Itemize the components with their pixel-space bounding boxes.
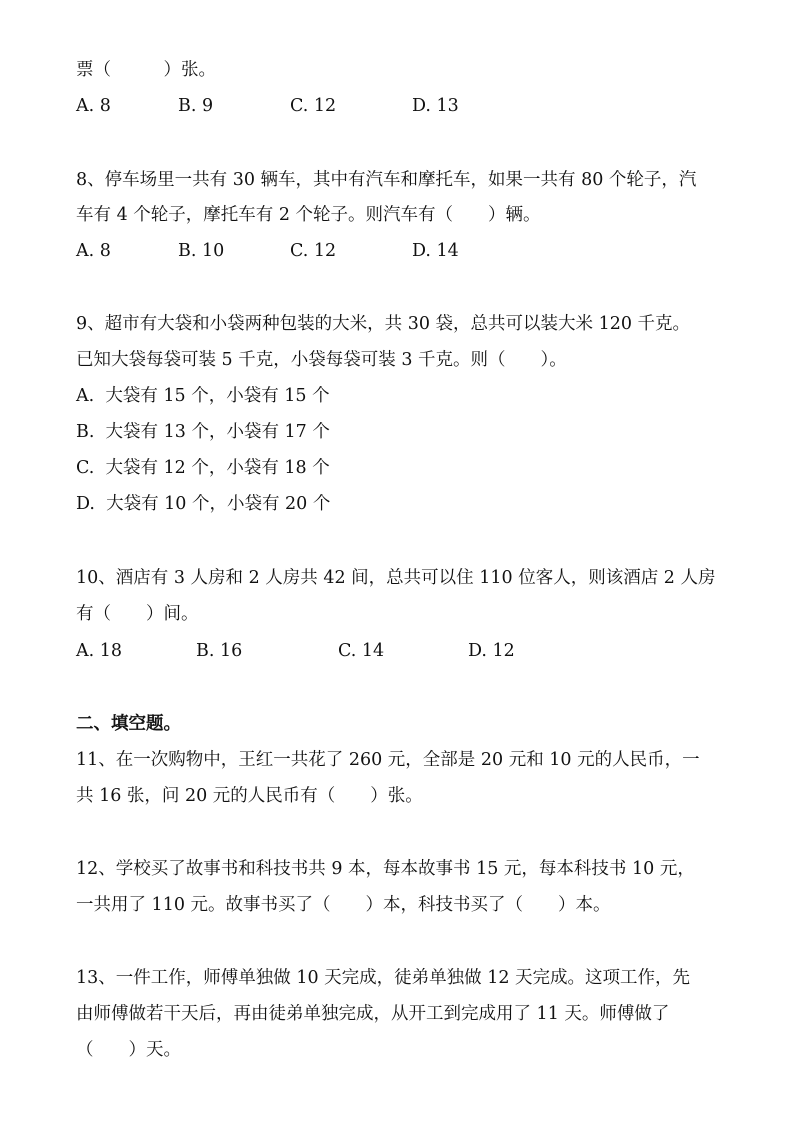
q13-text-line3: （ ）天。 — [76, 1040, 181, 1060]
section-heading-fill-blank: 二、填空题。 — [76, 714, 181, 734]
q7-option-c: C. 12 — [290, 96, 337, 116]
q9-text-line1: 9、超市有大袋和小袋两种包装的大米，共 30 袋，总共可以装大米 120 千克。 — [76, 314, 691, 334]
q7-text-tail: 票（ ）张。 — [76, 60, 216, 80]
q8-text-line1: 8、停车场里一共有 30 辆车，其中有汽车和摩托车，如果一共有 80 个轮子，汽 — [76, 170, 697, 190]
q13-text-line1: 13、一件工作，师傅单独做 10 天完成，徒弟单独做 12 天完成。这项工作，先 — [76, 968, 691, 988]
q11-text-line2: 共 16 张，问 20 元的人民币有（ ）张。 — [76, 786, 423, 806]
q10-text-line1: 10、酒店有 3 人房和 2 人房共 42 间，总共可以住 110 位客人，则该酒店 2 人房 — [76, 568, 716, 588]
q8-option-c: C. 12 — [290, 241, 337, 261]
q10-option-c: C. 14 — [338, 641, 385, 661]
q8-option-b: B. 10 — [178, 241, 225, 261]
q8-option-a: A. 8 — [76, 241, 111, 261]
q9-text-line2: 已知大袋每袋可装 5 千克，小袋每袋可装 3 千克。则（ ）。 — [76, 350, 567, 370]
q10-option-a: A. 18 — [76, 641, 123, 661]
q7-option-b: B. 9 — [178, 96, 214, 116]
q7-option-a: A. 8 — [76, 96, 111, 116]
q8-text-line2: 车有 4 个轮子，摩托车有 2 个轮子。则汽车有（ ）辆。 — [76, 205, 541, 225]
q12-text-line2: 一共用了 110 元。故事书买了（ ）本，科技书买了（ ）本。 — [76, 895, 611, 915]
q10-text-line2: 有（ ）间。 — [76, 604, 199, 624]
q9-option-d: D. 大袋有 10 个，小袋有 20 个 — [76, 494, 331, 514]
q12-text-line1: 12、学校买了故事书和科技书共 9 本，每本故事书 15 元，每本科技书 10 元， — [76, 859, 695, 879]
q11-text-line1: 11、在一次购物中，王红一共花了 260 元，全部是 20 元和 10 元的人民币，一 — [76, 750, 700, 770]
q10-option-b: B. 16 — [196, 641, 243, 661]
q7-option-d: D. 13 — [412, 96, 459, 116]
q9-option-c: C. 大袋有 12 个，小袋有 18 个 — [76, 458, 330, 478]
q13-text-line2: 由师傅做若干天后，再由徒弟单独完成，从开工到完成用了 11 天。师傅做了 — [76, 1004, 670, 1024]
q9-option-b: B. 大袋有 13 个，小袋有 17 个 — [76, 422, 330, 442]
q10-option-d: D. 12 — [468, 641, 515, 661]
q9-option-a: A. 大袋有 15 个，小袋有 15 个 — [76, 386, 330, 406]
q8-option-d: D. 14 — [412, 241, 459, 261]
